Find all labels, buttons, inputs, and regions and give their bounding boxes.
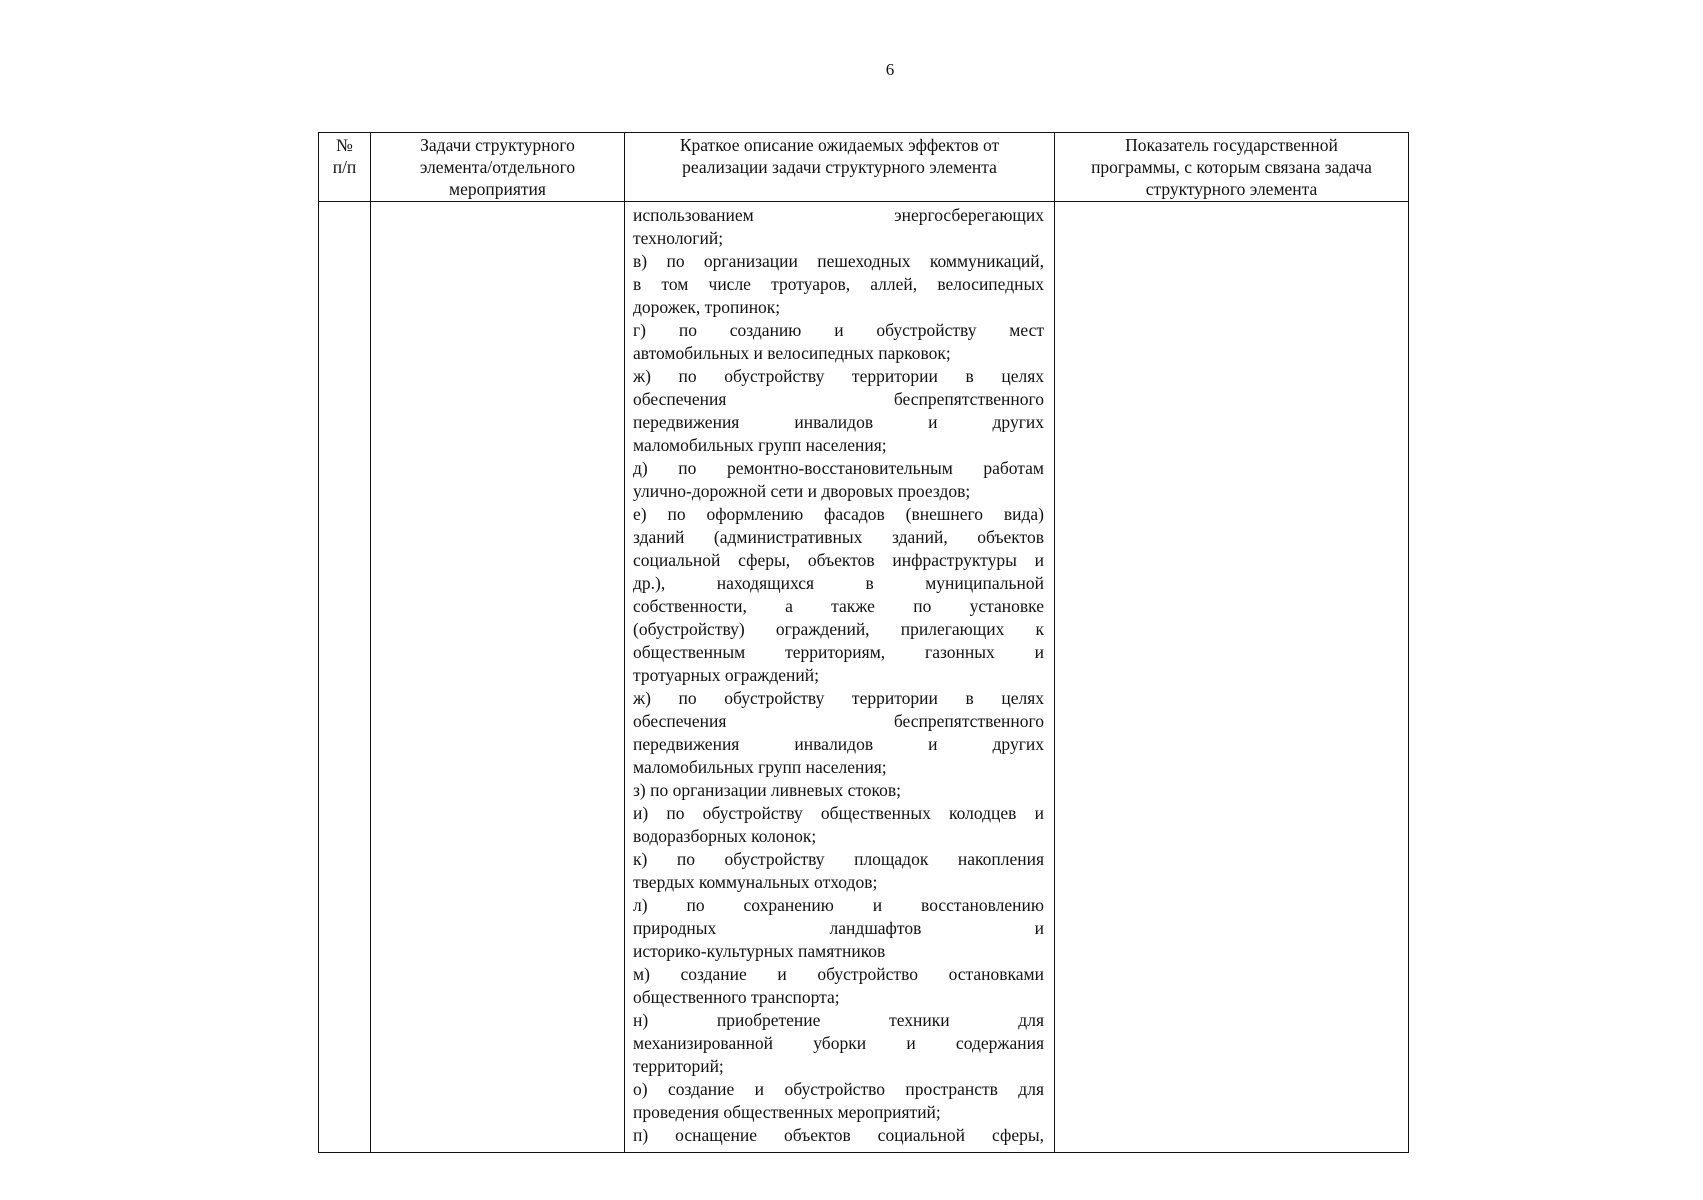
description-line: обеспечения беспрепятственного — [633, 711, 1044, 731]
header-indicator-line: Показатель государственной — [1125, 135, 1338, 155]
header-task-line: элемента/отдельного — [419, 157, 576, 177]
description-line: улично-дорожной сети и дворовых проездов; — [633, 481, 971, 501]
program-table — [318, 132, 1409, 1153]
description-line: общественным территориям, газонных и — [633, 642, 1044, 662]
description-line: ж) по обустройству территории в целях — [633, 688, 1044, 708]
header-description — [625, 133, 1055, 202]
header-indicator — [1055, 133, 1409, 202]
description-line: механизированной уборки и содержания — [633, 1033, 1044, 1053]
description-line: передвижения инвалидов и других — [633, 734, 1044, 754]
description-line: природных ландшафтов и — [633, 918, 1044, 938]
header-task-line: Задачи структурного — [420, 135, 575, 155]
description-text — [633, 204, 1044, 1147]
description-line: обеспечения беспрепятственного — [633, 389, 1044, 409]
header-task-line: мероприятия — [449, 179, 546, 199]
description-line: передвижения инвалидов и других — [633, 412, 1044, 432]
description-line: территорий; — [633, 1056, 724, 1076]
description-line: водоразборных колонок; — [633, 826, 817, 846]
description-line: тротуарных ограждений; — [633, 665, 819, 685]
description-line: о) создание и обустройство пространств для — [633, 1079, 1044, 1099]
description-line: п) оснащение объектов социальной сферы, — [633, 1125, 1044, 1145]
page-number: 6 — [885, 60, 895, 79]
description-line: собственности, а также по установке — [633, 596, 1044, 616]
description-line: в) по организации пешеходных коммуникаций, — [633, 251, 1044, 271]
header-num — [319, 133, 371, 202]
description-line: маломобильных групп населения; — [633, 435, 887, 455]
table-row — [319, 202, 1409, 1153]
description-line: в том числе тротуаров, аллей, велосипедных — [633, 274, 1044, 294]
description-line: г) по созданию и обустройству мест — [633, 320, 1044, 340]
description-line: н) приобретение техники для — [633, 1010, 1044, 1030]
header-num-line: п/п — [332, 157, 357, 177]
description-line: и) по обустройству общественных колодцев и — [633, 803, 1044, 823]
header-indicator-line: структурного элемента — [1145, 179, 1318, 199]
cell-task — [371, 202, 625, 1153]
description-line: др.), находящихся в муниципальной — [633, 573, 1044, 593]
description-line: использованием энергосберегающих — [633, 205, 1044, 225]
description-line: з) по организации ливневых стоков; — [633, 780, 901, 800]
description-line: твердых коммунальных отходов; — [633, 872, 878, 892]
description-line: технологий; — [633, 228, 724, 248]
description-line: проведения общественных мероприятий; — [633, 1102, 941, 1122]
header-description-line: Краткое описание ожидаемых эффектов от — [679, 135, 1000, 155]
cell-description — [625, 202, 1055, 1153]
description-line: социальной сферы, объектов инфраструктуры и — [633, 550, 1044, 570]
description-line: историко-культурных памятников — [633, 941, 886, 961]
description-line: л) по сохранению и восстановлению — [633, 895, 1044, 915]
description-line: (обустройству) ограждений, прилегающих к — [633, 619, 1044, 639]
description-line: зданий (административных зданий, объектов — [633, 527, 1044, 547]
cell-num — [319, 202, 371, 1153]
description-line: д) по ремонтно-восстановительным работам — [633, 458, 1044, 478]
description-line: общественного транспорта; — [633, 987, 840, 1007]
header-num-line: № — [336, 135, 353, 155]
header-task — [371, 133, 625, 202]
description-line: автомобильных и велосипедных парковок; — [633, 343, 951, 363]
description-line: ж) по обустройству территории в целях — [633, 366, 1044, 386]
table-header-row — [319, 133, 1409, 202]
description-line: м) создание и обустройство остановками — [633, 964, 1044, 984]
description-line: к) по обустройству площадок накопления — [633, 849, 1044, 869]
header-indicator-line: программы, с которым связана задача — [1091, 157, 1372, 177]
cell-indicator — [1055, 202, 1409, 1153]
description-line: маломобильных групп населения; — [633, 757, 887, 777]
header-description-line: реализации задачи структурного элемента — [682, 157, 997, 177]
description-line: е) по оформлению фасадов (внешнего вида) — [633, 504, 1044, 524]
description-line: дорожек, тропинок; — [633, 297, 781, 317]
